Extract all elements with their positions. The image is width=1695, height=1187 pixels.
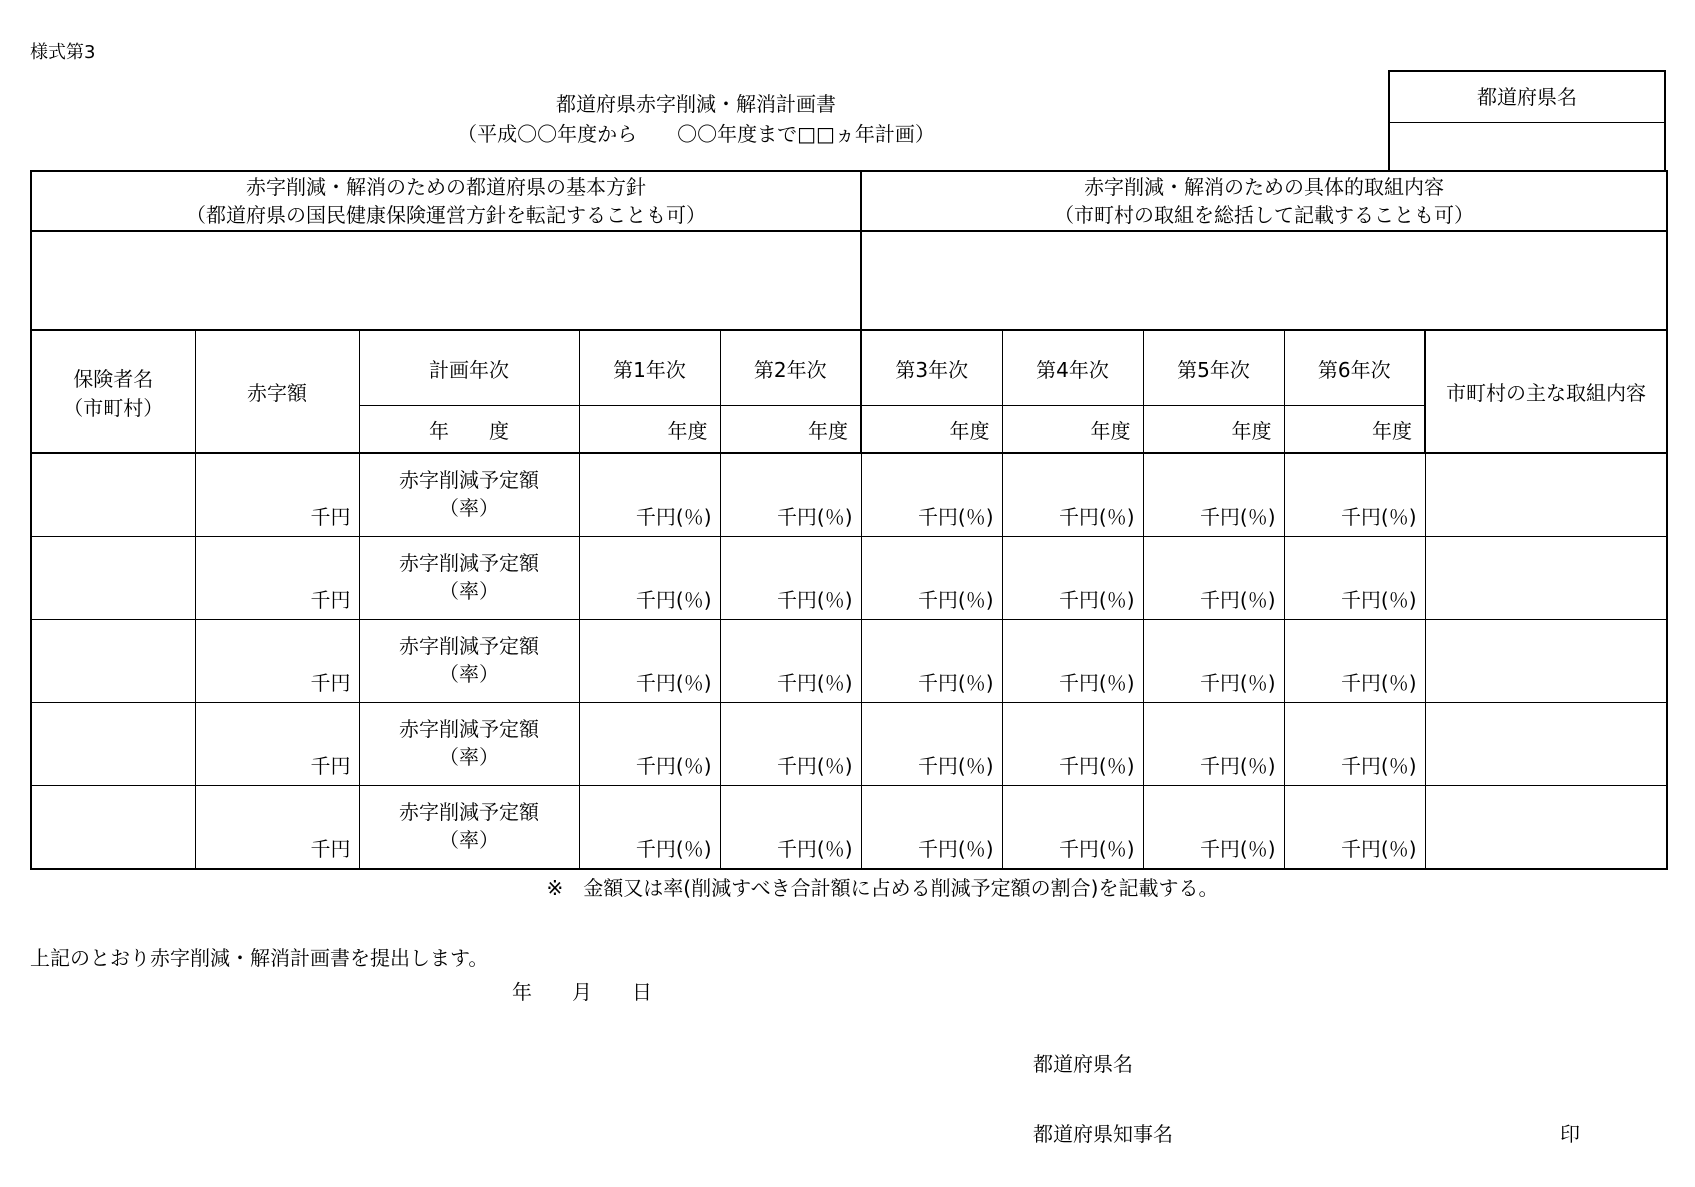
municipal-action-header: 市町村の主な取組内容 [1425, 330, 1667, 453]
seal-mark: 印 [1560, 1122, 1580, 1146]
year-1-amount[interactable]: 千円(％) [579, 786, 720, 869]
form-number: 様式第3 [30, 42, 96, 63]
insurer-name-field[interactable] [31, 620, 195, 703]
plan-table [30, 170, 1668, 870]
year-5-amount[interactable]: 千円(％) [1143, 620, 1284, 703]
table-row [31, 620, 1667, 703]
year-3-amount[interactable]: 千円(％) [861, 620, 1002, 703]
table-row [31, 786, 1667, 869]
municipal-action-field[interactable] [1425, 786, 1667, 869]
deficit-header: 赤字額 [195, 330, 359, 453]
deficit-amount[interactable]: 千円 [195, 786, 359, 869]
insurer-name-field[interactable] [31, 453, 195, 536]
year-2-amount[interactable]: 千円(％) [720, 786, 861, 869]
basic-policy-header [31, 171, 861, 231]
basic-policy-title: 赤字削減・解消のための都道府県の基本方針 [246, 175, 647, 200]
document-title: 都道府県赤字削減・解消計画書 [556, 92, 836, 116]
year-5-header: 第5年次 [1143, 330, 1284, 405]
insurer-name-field[interactable] [31, 703, 195, 786]
year-6-amount[interactable]: 千円(％) [1284, 703, 1425, 786]
insurer-header [31, 330, 195, 453]
prefecture-box [1388, 70, 1666, 170]
table-row [31, 453, 1667, 536]
year-5-amount[interactable]: 千円(％) [1143, 703, 1284, 786]
deficit-amount[interactable]: 千円 [195, 536, 359, 619]
table-row [31, 536, 1667, 619]
deficit-amount[interactable]: 千円 [195, 703, 359, 786]
year-3-amount[interactable]: 千円(％) [861, 703, 1002, 786]
footnote: ※ 金額又は率(削減すべき合計額に占める削減予定額の割合)を記載する。 [546, 876, 1219, 900]
year-3-fiscal: 年度 [861, 405, 1002, 453]
reduction-plan-label: 赤字削減予定額 （率） [359, 786, 579, 869]
year-1-amount[interactable]: 千円(％) [579, 536, 720, 619]
year-2-amount[interactable]: 千円(％) [720, 620, 861, 703]
deficit-amount[interactable]: 千円 [195, 620, 359, 703]
municipal-action-field[interactable] [1425, 703, 1667, 786]
submission-date [512, 980, 692, 1005]
year-2-amount[interactable]: 千円(％) [720, 453, 861, 536]
year-5-fiscal: 年度 [1143, 405, 1284, 453]
year-2-amount[interactable]: 千円(％) [720, 703, 861, 786]
reduction-plan-label: 赤字削減予定額 （率） [359, 536, 579, 619]
document-subtitle: （平成〇〇年度から 〇〇年度まで□□ヵ年計画） [457, 122, 935, 146]
year-4-amount[interactable]: 千円(％) [1002, 620, 1143, 703]
year-5-amount[interactable]: 千円(％) [1143, 453, 1284, 536]
date-month: 月 [572, 980, 592, 1004]
year-1-amount[interactable]: 千円(％) [579, 453, 720, 536]
specific-action-note: （市町村の取組を総括して記載することも可） [1054, 203, 1475, 228]
deficit-amount[interactable]: 千円 [195, 453, 359, 536]
prefecture-box-label: 都道府県名 [1390, 72, 1664, 123]
date-year: 年 [512, 980, 532, 1004]
basic-policy-field[interactable] [31, 231, 861, 330]
year-5-amount[interactable]: 千円(％) [1143, 536, 1284, 619]
insurer-name-field[interactable] [31, 786, 195, 869]
year-2-amount[interactable]: 千円(％) [720, 536, 861, 619]
municipal-action-field[interactable] [1425, 453, 1667, 536]
reduction-plan-label: 赤字削減予定額 （率） [359, 703, 579, 786]
submission-statement: 上記のとおり赤字削減・解消計画書を提出します。 [30, 946, 489, 970]
year-5-amount[interactable]: 千円(％) [1143, 786, 1284, 869]
basic-policy-note: （都道府県の国民健康保険運営方針を転記することも可） [186, 203, 707, 228]
year-6-header: 第6年次 [1284, 330, 1425, 405]
year-6-amount[interactable]: 千円(％) [1284, 620, 1425, 703]
year-1-amount[interactable]: 千円(％) [579, 620, 720, 703]
year-4-amount[interactable]: 千円(％) [1002, 453, 1143, 536]
year-4-fiscal: 年度 [1002, 405, 1143, 453]
year-1-header: 第1年次 [579, 330, 720, 405]
year-1-amount[interactable]: 千円(％) [579, 703, 720, 786]
year-3-amount[interactable]: 千円(％) [861, 536, 1002, 619]
table-row [31, 703, 1667, 786]
municipal-action-field[interactable] [1425, 536, 1667, 619]
plan-year-header: 計画年次 [359, 330, 579, 405]
reduction-plan-label: 赤字削減予定額 （率） [359, 453, 579, 536]
year-3-header: 第3年次 [861, 330, 1002, 405]
year-2-header: 第2年次 [720, 330, 861, 405]
governor-name-label: 都道府県知事名 [1033, 1122, 1173, 1146]
year-2-fiscal: 年度 [720, 405, 861, 453]
insurer-name-field[interactable] [31, 536, 195, 619]
year-6-amount[interactable]: 千円(％) [1284, 453, 1425, 536]
year-4-amount[interactable]: 千円(％) [1002, 536, 1143, 619]
prefecture-name-label: 都道府県名 [1033, 1052, 1133, 1076]
year-1-fiscal: 年度 [579, 405, 720, 453]
year-3-amount[interactable]: 千円(％) [861, 453, 1002, 536]
specific-action-title: 赤字削減・解消のための具体的取組内容 [1084, 175, 1445, 200]
specific-action-header [861, 171, 1667, 231]
year-3-amount[interactable]: 千円(％) [861, 786, 1002, 869]
date-day: 日 [632, 980, 652, 1004]
prefecture-box-field[interactable] [1390, 123, 1664, 171]
reduction-plan-label: 赤字削減予定額 （率） [359, 620, 579, 703]
specific-action-field[interactable] [861, 231, 1667, 330]
year-6-amount[interactable]: 千円(％) [1284, 786, 1425, 869]
insurer-header-line2: （市町村） [63, 395, 164, 420]
municipal-action-field[interactable] [1425, 620, 1667, 703]
year-6-fiscal: 年度 [1284, 405, 1425, 453]
year-4-header: 第4年次 [1002, 330, 1143, 405]
insurer-header-line1: 保険者名 [73, 366, 154, 391]
year-6-amount[interactable]: 千円(％) [1284, 536, 1425, 619]
year-4-amount[interactable]: 千円(％) [1002, 703, 1143, 786]
fiscal-year-header: 年 度 [359, 405, 579, 453]
year-4-amount[interactable]: 千円(％) [1002, 786, 1143, 869]
